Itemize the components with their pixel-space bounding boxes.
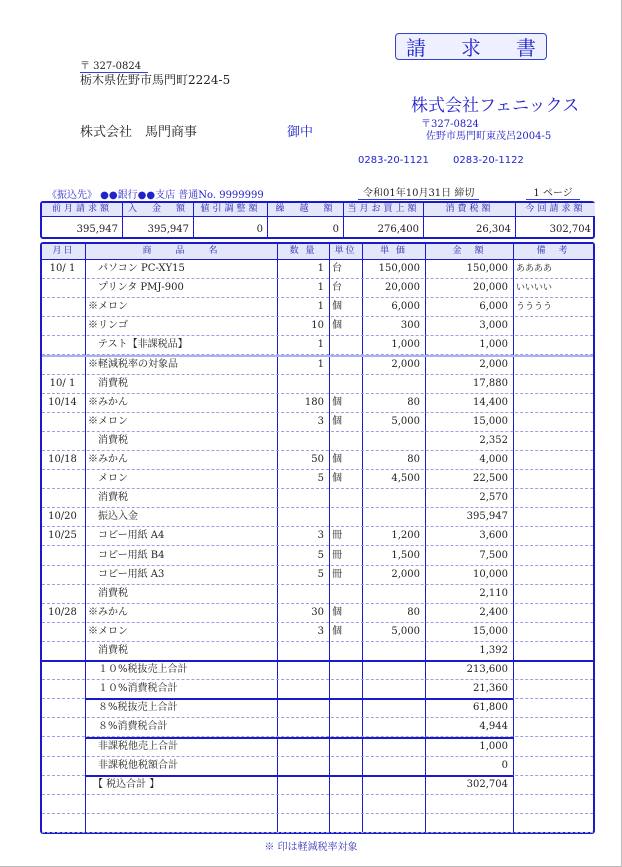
unit-price-cell: 2,000 <box>391 568 420 580</box>
unit-price-cell: 80 <box>407 606 420 618</box>
table-row <box>42 356 593 375</box>
table-row <box>42 298 593 317</box>
column-header: 商 品 名 <box>142 246 220 256</box>
table-row <box>42 680 593 699</box>
table-row <box>42 413 593 432</box>
item-name-cell: ※みかん <box>88 396 128 408</box>
unit-cell: 台 <box>332 263 342 274</box>
item-name-cell: コピー用紙 A4 <box>88 530 165 542</box>
recipient-postal: 〒 327-0824 <box>80 57 148 73</box>
table-row <box>42 776 593 795</box>
row-separator <box>42 660 593 662</box>
item-name-cell: ８%税抜売上合計 <box>88 702 178 714</box>
table-row <box>42 814 593 833</box>
summary-cell <box>515 203 595 237</box>
table-row <box>42 738 593 757</box>
item-name-cell: メロン <box>88 473 128 485</box>
date-cell: 10/14 <box>48 396 77 408</box>
amount-cell: 15,000 <box>473 625 508 637</box>
unit-price-cell: 150,000 <box>378 263 420 274</box>
summary-value: 395,947 <box>147 224 189 235</box>
table-row <box>42 336 593 355</box>
row-separator <box>85 775 513 777</box>
quantity-cell: 3 <box>317 530 324 542</box>
quantity-cell: 180 <box>304 396 324 408</box>
quantity-cell: 30 <box>311 606 324 618</box>
quantity-cell: 1 <box>317 339 324 351</box>
amount-cell: 302,704 <box>466 778 508 790</box>
amount-cell: 2,110 <box>479 587 508 599</box>
column-header: 金 額 <box>452 246 486 256</box>
amount-cell: 17,880 <box>473 377 508 389</box>
table-row <box>42 451 593 470</box>
amount-cell: 14,400 <box>473 396 508 408</box>
remarks-cell: ああああ <box>516 264 553 274</box>
quantity-cell: 5 <box>317 568 324 580</box>
document-title <box>395 33 547 60</box>
amount-cell: 7,500 <box>479 549 508 561</box>
amount-cell: 22,500 <box>473 473 508 485</box>
date-cell: 10/18 <box>48 454 77 465</box>
amount-cell: 10,000 <box>473 568 508 580</box>
date-cell: 10/28 <box>48 606 77 618</box>
summary-header: 今回請求額 <box>516 203 595 217</box>
table-row <box>42 547 593 566</box>
summary-box <box>40 201 595 239</box>
table-row <box>42 470 593 489</box>
table-row <box>42 566 593 585</box>
item-name-cell: 消費税 <box>88 434 128 446</box>
unit-cell: 個 <box>332 415 342 427</box>
page-number: 1 ページ <box>526 184 580 200</box>
bank-info: 《振込先》 ●●銀行●●支店 普通No. 9999999 <box>47 190 264 201</box>
item-name-cell: 非課税他税額合計 <box>88 759 178 771</box>
table-row <box>42 279 593 298</box>
quantity-cell: 3 <box>317 625 324 637</box>
amount-cell: 6,000 <box>479 301 508 313</box>
summary-value: 26,304 <box>476 224 511 235</box>
amount-cell: 2,400 <box>479 606 508 618</box>
quantity-cell: 1 <box>317 282 324 294</box>
amount-cell: 1,000 <box>479 740 508 752</box>
amount-cell: 15,000 <box>473 415 508 427</box>
item-name-cell: 消費税 <box>88 492 128 504</box>
table-row <box>42 375 593 394</box>
date-cell: 10/ 1 <box>49 263 76 274</box>
unit-cell: 個 <box>332 606 342 618</box>
unit-cell: 個 <box>332 301 342 313</box>
closing-date: 令和01年10月31日 締切 <box>358 184 479 200</box>
item-name-cell: ※軽減税率の対象品 <box>88 358 178 370</box>
item-name-cell: コピー用紙 A3 <box>88 568 165 580</box>
item-name-cell: 消費税 <box>88 377 128 389</box>
item-name-cell: テスト【非課税品】 <box>88 339 188 351</box>
date-cell: 10/20 <box>48 511 77 523</box>
recipient-name: 株式会社 馬門商事 <box>80 125 198 140</box>
table-row <box>42 260 593 279</box>
unit-price-cell: 5,000 <box>391 415 420 427</box>
item-name-cell: ※メロン <box>88 625 128 637</box>
summary-cell <box>423 203 515 237</box>
unit-cell: 個 <box>332 625 342 637</box>
table-row <box>42 623 593 642</box>
issuer-name: 株式会社フェニックス <box>411 96 580 116</box>
unit-price-cell: 2,000 <box>391 358 420 370</box>
summary-cell <box>267 203 343 237</box>
unit-price-cell: 80 <box>407 454 420 465</box>
quantity-cell: 1 <box>317 358 324 370</box>
summary-cell <box>193 203 267 237</box>
quantity-cell: 1 <box>317 301 324 313</box>
remarks-cell: いいいい <box>516 283 553 294</box>
unit-price-cell: 300 <box>400 320 420 332</box>
table-row <box>42 642 593 661</box>
amount-cell: 20,000 <box>473 282 508 294</box>
row-separator <box>42 355 593 357</box>
item-name-cell: 非課税他売上合計 <box>88 740 178 752</box>
honorific: 御中 <box>287 125 314 140</box>
table-row <box>42 527 593 546</box>
unit-price-cell: 1,500 <box>391 549 420 561</box>
table-row <box>42 718 593 737</box>
item-name-cell: １０%税抜売上合計 <box>88 664 188 676</box>
summary-header: 入 金 額 <box>123 203 193 217</box>
table-row <box>42 795 593 814</box>
amount-cell: 2,570 <box>479 492 508 504</box>
summary-header: 繰 越 額 <box>268 203 343 217</box>
amount-cell: 213,600 <box>466 664 508 676</box>
amount-cell: 2,000 <box>479 358 508 370</box>
unit-cell: 個 <box>332 454 342 465</box>
item-name-cell: ※メロン <box>88 415 128 427</box>
unit-price-cell: 1,000 <box>391 339 420 351</box>
item-name-cell: ※みかん <box>88 454 128 465</box>
recipient-address: 栃木県佐野市馬門町2224-5 <box>80 73 231 87</box>
line-items-table <box>40 242 595 834</box>
summary-value: 276,400 <box>377 224 419 235</box>
item-name-cell: 消費税 <box>88 645 128 656</box>
date-cell: 10/ 1 <box>49 377 76 389</box>
item-name-cell: プリンタ PMJ-900 <box>88 282 184 294</box>
issuer-postal: 〒327-0824 <box>421 119 479 130</box>
item-name-cell: 消費税 <box>88 587 128 599</box>
summary-value: 395,947 <box>76 224 118 235</box>
title-char: 求 <box>461 36 481 60</box>
unit-price-cell: 5,000 <box>391 625 420 637</box>
table-row <box>42 394 593 413</box>
amount-cell: 2,352 <box>479 434 508 446</box>
table-row <box>42 661 593 680</box>
column-header: 単位 <box>334 246 357 256</box>
footnote: ※ 印は軽減税率対象 <box>264 842 358 853</box>
unit-price-cell: 1,200 <box>391 530 420 542</box>
item-name-cell: ※みかん <box>88 606 128 618</box>
unit-cell: 個 <box>332 396 342 408</box>
amount-cell: 0 <box>501 759 508 771</box>
issuer-tel: 0283-20-1121 <box>358 155 429 166</box>
summary-value: 302,704 <box>549 224 591 235</box>
table-row <box>42 432 593 451</box>
unit-cell: 冊 <box>332 568 342 580</box>
quantity-cell: 10 <box>311 320 324 332</box>
amount-cell: 1,392 <box>479 645 508 656</box>
summary-value: 0 <box>256 224 263 235</box>
table-row <box>42 757 593 776</box>
amount-cell: 21,360 <box>473 683 508 695</box>
summary-value: 0 <box>332 224 339 235</box>
table-row <box>42 699 593 718</box>
item-name-cell: ※メロン <box>88 301 128 313</box>
table-row <box>42 489 593 508</box>
row-separator <box>85 737 513 739</box>
issuer-fax: 0283-20-1122 <box>453 155 524 166</box>
table-row <box>42 585 593 604</box>
table-row <box>42 604 593 623</box>
unit-cell: 台 <box>332 282 342 294</box>
unit-cell: 個 <box>332 473 342 485</box>
summary-header: 前月請求額 <box>42 203 122 217</box>
summary-header: 当月お買上額 <box>344 203 423 217</box>
column-header: 数 量 <box>289 246 317 256</box>
summary-cell <box>42 203 122 237</box>
summary-header: 消費税額 <box>424 203 515 217</box>
table-row <box>42 508 593 527</box>
quantity-cell: 1 <box>317 263 324 274</box>
amount-cell: 150,000 <box>466 263 508 274</box>
item-name-cell: パソコン PC-XY15 <box>88 263 185 274</box>
amount-cell: 395,947 <box>466 511 508 523</box>
quantity-cell: 5 <box>317 473 324 485</box>
item-name-cell: ８%消費税合計 <box>88 721 168 733</box>
summary-header: 値引調整額 <box>194 203 267 217</box>
table-row <box>42 317 593 336</box>
summary-cell <box>122 203 193 237</box>
quantity-cell: 5 <box>317 549 324 561</box>
item-name-cell: 【 税込合計 】 <box>88 778 160 790</box>
row-separator <box>85 698 513 700</box>
date-cell: 10/25 <box>48 530 77 542</box>
item-name-cell: コピー用紙 B4 <box>88 549 165 561</box>
amount-cell: 1,000 <box>479 339 508 351</box>
amount-cell: 3,600 <box>479 530 508 542</box>
amount-cell: 4,944 <box>479 721 508 733</box>
item-name-cell: １０%消費税合計 <box>88 683 178 695</box>
unit-price-cell: 20,000 <box>385 282 420 294</box>
unit-price-cell: 80 <box>407 396 420 408</box>
remarks-cell: うううう <box>516 302 553 313</box>
unit-cell: 個 <box>332 320 342 332</box>
table-header <box>42 244 593 260</box>
summary-cell <box>343 203 423 237</box>
amount-cell: 61,800 <box>473 702 508 714</box>
column-header: 月日 <box>52 246 75 256</box>
amount-cell: 4,000 <box>479 454 508 465</box>
title-char: 請 <box>406 36 426 60</box>
issuer-address: 佐野市馬門町東茂呂2004-5 <box>426 131 552 142</box>
item-name-cell: ※リンゴ <box>88 320 128 332</box>
unit-cell: 冊 <box>332 549 342 561</box>
quantity-cell: 50 <box>311 454 324 465</box>
unit-price-cell: 6,000 <box>391 301 420 313</box>
column-header: 備 考 <box>536 246 570 256</box>
item-name-cell: 振込入金 <box>88 511 138 523</box>
quantity-cell: 3 <box>317 415 324 427</box>
amount-cell: 3,000 <box>479 320 508 332</box>
title-char: 書 <box>516 36 536 60</box>
column-header: 単 価 <box>380 246 407 256</box>
unit-price-cell: 4,500 <box>391 473 420 485</box>
unit-cell: 冊 <box>332 530 342 542</box>
